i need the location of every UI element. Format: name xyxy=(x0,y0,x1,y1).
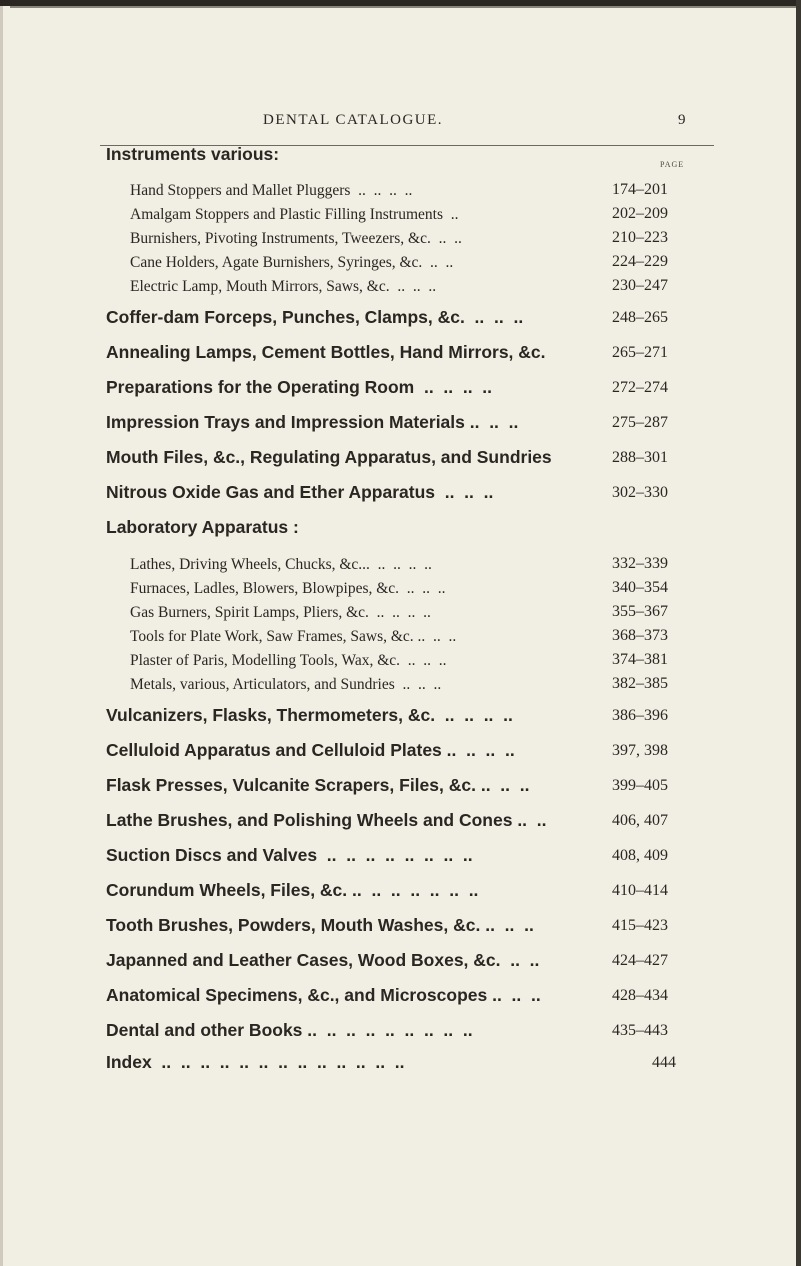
entry-title: Metals, various, Articulators, and Sundries .. .. .. xyxy=(130,676,442,693)
entry-pages: 355–367 xyxy=(612,603,668,620)
entry-title: Index .. .. .. .. .. .. .. .. .. .. .. .. .. xyxy=(106,1052,405,1072)
page-column-label: PAGE xyxy=(660,160,685,169)
entry-pages: 288–301 xyxy=(612,449,668,466)
entry-pages: 428–434 xyxy=(612,987,668,1004)
entry-pages: 382–385 xyxy=(612,675,668,692)
entry-title: Gas Burners, Spirit Lamps, Pliers, &c. .. .. .. .. xyxy=(130,604,431,621)
entry-pages: 368–373 xyxy=(612,627,668,644)
entry-pages: 397, 398 xyxy=(612,742,668,759)
entry-pages: 210–223 xyxy=(612,229,668,246)
entry-pages: 230–247 xyxy=(612,277,668,294)
entry-pages: 399–405 xyxy=(612,777,668,794)
entry-title: Vulcanizers, Flasks, Thermometers, &c. .. .. .. .. xyxy=(106,705,513,725)
entry-title: Electric Lamp, Mouth Mirrors, Saws, &c. .. .. .. xyxy=(130,278,437,295)
entry-title: Tools for Plate Work, Saw Frames, Saws, &c. .. .. .. xyxy=(130,628,457,645)
entry-title: Plaster of Paris, Modelling Tools, Wax, &c. .. .. .. xyxy=(130,652,447,669)
entry-pages: 224–229 xyxy=(612,253,668,270)
entry-title: Burnishers, Pivoting Instruments, Tweezers, &c. .. .. xyxy=(130,230,462,247)
entry-title: Tooth Brushes, Powders, Mouth Washes, &c. .. .. .. xyxy=(106,915,534,935)
entry-pages: 202–209 xyxy=(612,205,668,222)
entry-pages: 265–271 xyxy=(612,344,668,361)
entry-title: Mouth Files, &c., Regulating Apparatus, and Sundries xyxy=(106,447,552,467)
entry-title: Suction Discs and Valves .. .. .. .. .. .. .. .. xyxy=(106,845,473,865)
entry-pages: 406, 407 xyxy=(612,812,668,829)
entry-pages: 415–423 xyxy=(612,917,668,934)
entry-title: Nitrous Oxide Gas and Ether Apparatus .. .. .. xyxy=(106,482,494,502)
entry-title: Dental and other Books .. .. .. .. .. .. .. .. .. xyxy=(106,1020,473,1040)
entry-title: Furnaces, Ladles, Blowers, Blowpipes, &c. .. .. .. xyxy=(130,580,446,597)
entry-pages: 374–381 xyxy=(612,651,668,668)
entry-title: Lathe Brushes, and Polishing Wheels and Cones .. .. xyxy=(106,810,547,830)
running-head-title: DENTAL CATALOGUE. xyxy=(263,112,444,128)
entry-pages: 340–354 xyxy=(612,579,668,596)
entry-title: Corundum Wheels, Files, &c. .. .. .. .. .. .. .. xyxy=(106,880,479,900)
entry-pages: 272–274 xyxy=(612,379,668,396)
page-number: 9 xyxy=(678,112,687,128)
entry-title: Annealing Lamps, Cement Bottles, Hand Mirrors, &c. xyxy=(106,342,546,362)
entry-title: Cane Holders, Agate Burnishers, Syringes, &c. .. .. xyxy=(130,254,454,271)
entry-pages: 435–443 xyxy=(612,1022,668,1039)
entry-title: Preparations for the Operating Room .. .. .. .. xyxy=(106,377,493,397)
section-heading-instruments: Instruments various: xyxy=(106,144,280,164)
entry-pages: 248–265 xyxy=(612,309,668,326)
entry-title: Flask Presses, Vulcanite Scrapers, Files, &c. .. .. .. xyxy=(106,775,530,795)
entry-pages: 174–201 xyxy=(612,181,668,198)
entry-title: Celluloid Apparatus and Celluloid Plates .. .. .. .. xyxy=(106,740,515,760)
entry-title: Amalgam Stoppers and Plastic Filling Instruments .. xyxy=(130,206,459,223)
entry-pages: 444 xyxy=(652,1054,676,1071)
entry-pages: 386–396 xyxy=(612,707,668,724)
entry-pages: 332–339 xyxy=(612,555,668,572)
entry-title: Lathes, Driving Wheels, Chucks, &c... .. .. .. .. xyxy=(130,556,432,573)
entry-title: Hand Stoppers and Mallet Pluggers .. .. .. .. xyxy=(130,182,413,199)
entry-title: Anatomical Specimens, &c., and Microscopes .. .. .. xyxy=(106,985,541,1005)
entry-title: Japanned and Leather Cases, Wood Boxes, &c. .. .. xyxy=(106,950,540,970)
entry-pages: 275–287 xyxy=(612,414,668,431)
entry-pages: 302–330 xyxy=(612,484,668,501)
entry-pages: 408, 409 xyxy=(612,847,668,864)
entry-title: Coffer-dam Forceps, Punches, Clamps, &c. .. .. .. xyxy=(106,307,524,327)
entry-pages: 410–414 xyxy=(612,882,668,899)
section-heading-laboratory: Laboratory Apparatus : xyxy=(106,517,299,537)
entry-title: Impression Trays and Impression Materials .. .. .. xyxy=(106,412,519,432)
entry-pages: 424–427 xyxy=(612,952,668,969)
